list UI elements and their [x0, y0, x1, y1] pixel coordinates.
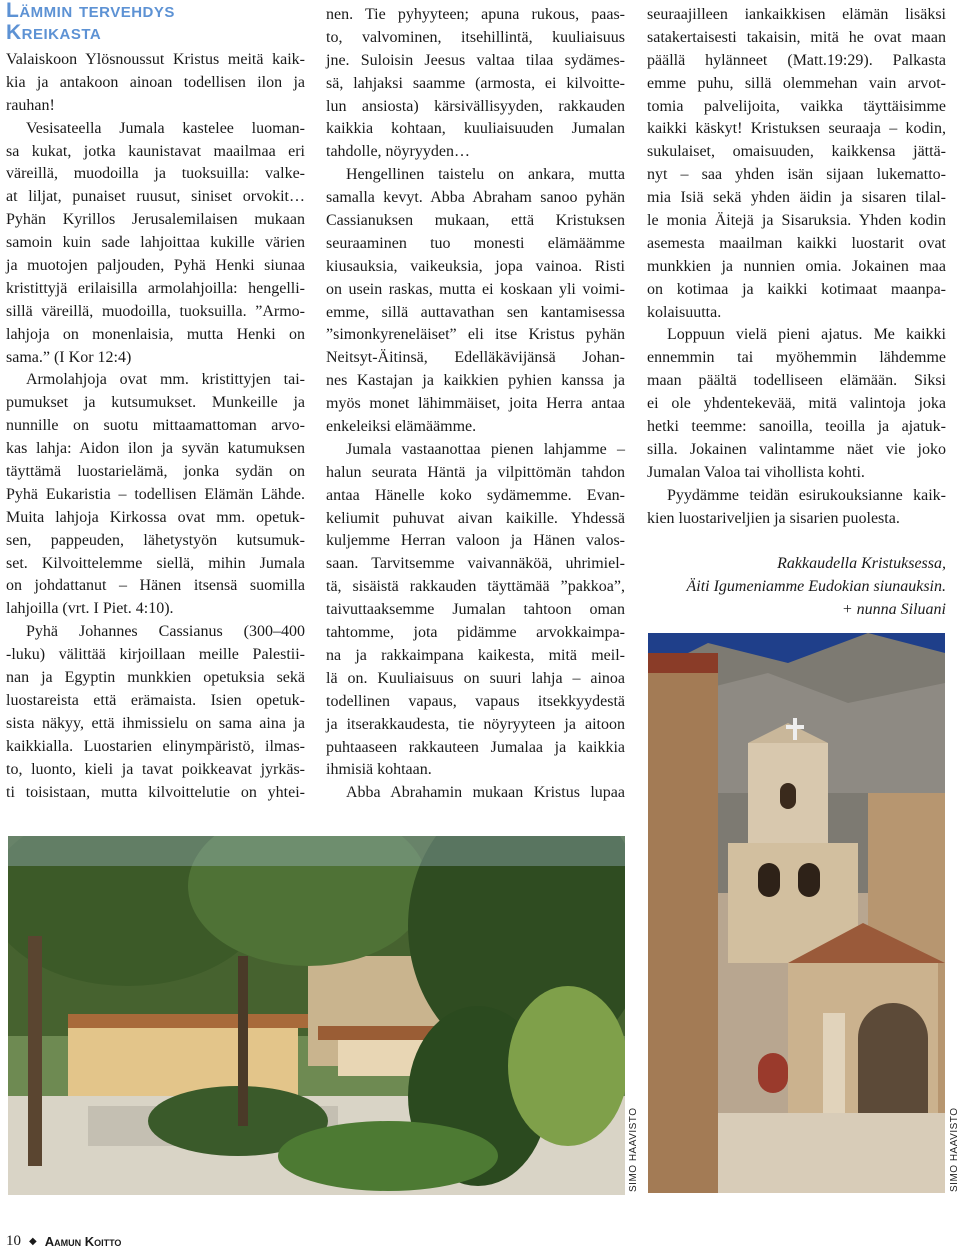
text-line: sä, lahjaksi saamme (armosta, ei kilvoitte-	[326, 74, 625, 92]
text-line: kia ja antakoon ainoan todellisen ilon ja	[6, 73, 305, 91]
text-line: le monia Äitejä ja Sisaruksia. Yhden kodin	[647, 212, 946, 230]
text-line: Cassianuksen mukaan, että Kristuksen	[326, 212, 625, 230]
signature-block	[647, 553, 946, 622]
text-line: Hengellinen taistelu on ankara, mutta	[346, 166, 625, 184]
article-title	[6, 0, 175, 44]
text-line: on kotimaa ja kaikki kotimaat maanpa-	[647, 280, 946, 298]
text-line: kuljemme Herran valoon ja Hänen valos-	[326, 532, 625, 550]
text-line: on johdattanut – Hänen itsensä suomilla	[6, 577, 305, 595]
page-number: 10	[6, 1233, 21, 1249]
text-line: kas lahja: Aidon ilon ja syvän katumuksen	[6, 440, 305, 458]
text-line: asemesta maailman kaikki luostarit ovat	[647, 234, 946, 252]
text-line: lä on. Kuuliaisuus on suuri lahja – ainoa	[326, 669, 625, 687]
church-bell-tower-photo	[648, 633, 945, 1193]
signature-line: Rakkaudella Kristuksessa,	[777, 555, 946, 572]
text-line: Pyydämme teidän esirukouksianne kaik-	[667, 486, 946, 504]
text-line: samalla kevyt. Abba Abraham sanoo pyhän	[326, 189, 625, 207]
text-line: kristittyjä erilaisilla armolahjoilla: hengelli-	[6, 279, 305, 297]
text-line: kien luostariveljien ja sisarien puolesta.	[647, 509, 900, 527]
text-line: Pyhä Johannes Cassianus (300–400	[26, 623, 305, 641]
text-line: saan. Tarvitsemme vaivannäköä, uhrimiel-	[326, 555, 625, 573]
text-line: nyt – saa yhden isän sijaan lukematto-	[647, 166, 946, 184]
photo-credit: SIMO HAAVISTO	[628, 1107, 639, 1192]
text-column-2	[326, 4, 625, 805]
text-line: Loppuun vielä pieni ajatus. Me kaikki	[667, 326, 946, 344]
text-line: todellinen vapaus, vapaus itsekkyydestä	[326, 692, 625, 710]
text-line: Muita lahjoja Kirkossa ovat mm. opetuk-	[6, 508, 305, 526]
text-line: lahjoja on monenlaisia, mutta Henki on	[6, 325, 305, 343]
text-line: taivuttaaksemme Jumalan tahtoon oman	[326, 601, 625, 619]
text-line: Abba Abrahamin mukaan Kristus lupaa	[346, 784, 625, 802]
text-line: nes Kastajan ja kaikkien pyhien kanssa ja	[326, 372, 625, 390]
text-line: jne. Suloisin Jeesus valtaa tilaa sydämes-	[326, 51, 625, 69]
text-line: enkeleiksi elämäämme.	[326, 418, 477, 436]
text-line: Pyhän Kyrillos Jerusalemilaisen mukaan	[6, 211, 305, 229]
signature-line: Äiti Igumeniamme Eudokian siunauksin.	[686, 577, 946, 595]
text-line: rauhan!	[6, 96, 55, 114]
text-line: Vesisateella Jumala kastelee luoman-	[26, 119, 305, 137]
text-line: ja itserakkaudesta, tie nöyryyteen ja aitoon	[326, 715, 625, 733]
text-line: tahtomme, jota pidämme arvokkaimpa-	[326, 624, 625, 642]
text-line: set. Kilvoittelemme siellä, mihin Jumala	[6, 554, 305, 572]
text-line: nen. Tie pyhyyteen; apuna rukous, paas-	[326, 6, 625, 23]
text-line: päällä hylänneet (Matt.19:29). Palkasta	[647, 51, 946, 69]
text-line: silla. Jokainen valintamme näet vie joko	[647, 440, 946, 458]
text-line: tä, sisäistä rakkauden täyttämää ”pakkoa”,	[326, 578, 625, 596]
text-line: keliumit puhuvat aivan kaikille. Yhdessä	[326, 509, 625, 527]
text-line: antaa Hänelle koko sydämemme. Evan-	[326, 486, 625, 504]
text-line: at liljat, punaiset ruusut, siniset orvokit…	[6, 188, 305, 206]
text-line: Valaiskoon Ylösnoussut Kristus meitä kaik-	[6, 51, 305, 68]
text-line: kaikkia kohtaan, kuuliaisuuden Jumalan	[326, 120, 625, 138]
text-line: ja muotojen paljouden, Pyhä Henki siunaa	[6, 257, 305, 275]
text-line: kiusauksia, vaikeuksia, jopa vainoa. Risti	[326, 257, 625, 275]
text-line: tomia palvelijoita, vaikka täyttäisimme	[647, 97, 946, 115]
text-line: seuraajilleen iankaikkisen elämän lisäksi	[647, 6, 946, 23]
page-footer	[6, 1233, 121, 1250]
text-line: na ja rakkaimpana kaikesta, mitä meil-	[326, 646, 625, 664]
text-line: lahjoilla (vrt. I Piet. 4:10).	[6, 600, 174, 618]
text-line: sillä väreillä, muodoilla, tuoksuilla. ”Armo-	[6, 302, 305, 320]
text-line: nunnille on suotu mittaamattoman arvo-	[6, 417, 305, 435]
text-line: kolaisuutta.	[647, 303, 722, 321]
text-line: luostareista että erämaista. Isien opetuk-	[6, 691, 305, 709]
text-line: munkkien ja nunnien omia. Jokainen maa	[647, 257, 946, 275]
text-line: sen, pappeuden, lähetystyön kutsumuk-	[6, 531, 305, 549]
text-line: to, luonto, kieli ja tavat poikkeavat jyrkäs-	[6, 760, 305, 778]
text-line: seuraaminen tuo monesti elämäämme	[326, 234, 625, 252]
text-line: on usein raskas, mutta ei koskaan yli voimi-	[326, 280, 625, 298]
signature-line: + nunna Siluani	[841, 600, 946, 618]
text-line: maan päältä todelliseen elämään. Siksi	[647, 372, 946, 390]
courtyard-photo-image	[8, 836, 625, 1195]
text-line: väreillä, muodoilla ja tuoksuilla: valke-	[6, 165, 305, 183]
text-line: emme puhu, sillä olemmehan vain arvot-	[647, 74, 946, 92]
diamond-separator-icon: ◆	[29, 1236, 37, 1247]
text-line: kaikkialla. Luostarien elinympäristö, ilmas-	[6, 737, 305, 755]
magazine-name: Aamun Koitto	[44, 1234, 122, 1249]
text-line: ei ole yhdentekevää, mitä valintoja joka	[647, 395, 946, 413]
text-line: sama.” (I Kor 12:4)	[6, 348, 132, 366]
text-line: -luku) välittää kirjoillaan meille Palestii-	[6, 646, 305, 664]
text-line: tahdolle, nöyryyden…	[326, 143, 470, 161]
text-line: Pyhä Eukaristia – todellisen Elämän Lähde.	[6, 485, 305, 503]
text-line: ”simonkyreneläiset” eli itse Kristus pyhän	[326, 326, 625, 344]
text-line: täyttämä luostarielämä, jonka sydän on	[6, 463, 305, 481]
text-line: Neitsyt-Äitinsä, Edelläkävijänsä Johan-	[326, 349, 625, 367]
title-line-1: Lämmin tervehdys	[6, 0, 175, 22]
text-line: to, valvominen, itsehillintä, kuuliaisuus	[326, 28, 625, 46]
text-line: emme, sillä auttavathan sen kantamisessa	[326, 303, 625, 321]
text-line: sa kukat, jotka kaunistavat maailmaa eri	[6, 142, 305, 160]
photo-credit: SIMO HAAVISTO	[949, 1107, 960, 1192]
church-photo-image	[648, 633, 945, 1193]
text-column-3	[647, 4, 946, 530]
text-line: nan ja Egyptin munkkien opetuksia sekä	[6, 669, 305, 687]
text-line: sukulaiset, omaisuuden, kaikkensa jättä-	[647, 143, 946, 161]
text-line: halun seurata Häntä ja vilpittömän tahdon	[326, 463, 625, 481]
text-line: Armolahjoja ovat mm. kristittyjen tai-	[26, 371, 305, 389]
text-line: pumukset ja kutsumukset. Munkeille ja	[6, 394, 305, 412]
text-line: myös monet lähimmäiset, joita Herra antaa	[326, 395, 625, 413]
text-line: mia Isiä sekä yhden äidin ja sisaren tilal-	[647, 189, 946, 207]
title-line-2: Kreikasta	[6, 21, 102, 44]
text-line: sista näkyy, että ihmissielu on sama aina ja	[6, 714, 305, 732]
text-line: ti toisistaan, mutta kilvoittelutie on yhtei-	[6, 783, 305, 801]
text-line: kaikki käskyt! Kristuksen seuraaja – kodin,	[647, 120, 946, 138]
text-line: ennemmin tai myöhemmin lähdemme	[647, 349, 946, 367]
text-line: satakertaisesti takaisin, mitä he ovat maan	[647, 28, 946, 46]
monastery-courtyard-photo	[8, 836, 625, 1195]
text-line: hetki teemme: sanoilla, teoilla ja ajatuk-	[647, 418, 946, 436]
text-column-1	[6, 49, 305, 804]
text-line: samoin kuin sade lahjoittaa kukille värien	[6, 234, 305, 252]
text-line: Jumala vastaanottaa pienen lahjamme –	[346, 440, 625, 458]
text-line: Jumalan Valoa tai vihollista kohti.	[647, 463, 865, 481]
text-line: ihmisiä kohtaan.	[326, 761, 432, 779]
text-line: puhtaaseen rakkauteen Jumalaa ja kaikkia	[326, 738, 625, 756]
text-line: lun ansiosta) kärsivällisyyden, rakkauden	[326, 97, 625, 115]
